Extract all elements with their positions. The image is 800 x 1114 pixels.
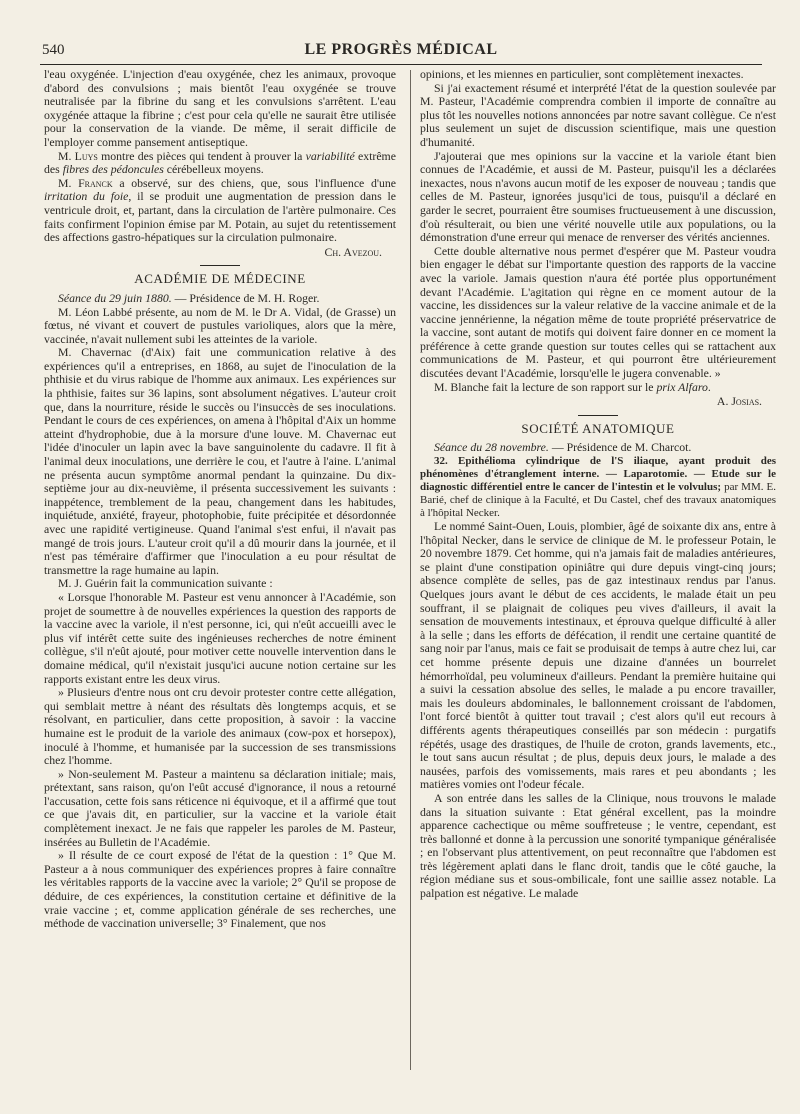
paragraph: l'eau oxygénée. L'injection d'eau oxygénée, chez les animaux, provoque d'abord des convulsions ; mais bientôt l'eau oxygénée se trouve neutralisée par la fibrine du sang et les convulsions s'arrêtent. L'eau oxygénée attaque la fibrine ; c'est pour cela qu'elle ne saurait être utilisée pour la conservation de la viande. De même, il serait difficile de l'employer comme pansement antiseptique. xyxy=(44,67,396,149)
paragraph: M. Léon Labbé présente, au nom de M. le Dr A. Vidal, (de Grasse) un fœtus, né vivant et couvert de pustules varioliques, alors que la mère, vaccinée, n'avait nullement subi les atteintes de la variole. xyxy=(44,304,396,346)
paragraph: A son entrée dans les salles de la Clinique, nous trouvons le malade dans la situation suivante : Etat général excellent, pas la moindre apparence cachectique ou même souffreteuse ; le ventre, cependant, est très ballonné et donne à la percussion une sonorité tympanique généralisée ; en l'observant plus attentivement, on peut reconnaître que l'abdomen est très légèrement aplati dans le flanc droit, tandis que le côté gauche, la région médiane sus et sous-ombilicale, font une saillie assez notable. La palpation est négative. Le malade xyxy=(420,790,776,901)
paragraph: Le nommé Saint-Ouen, Louis, plombier, âgé de soixante dix ans, entre à l'hôpital Necker, dans le service de clinique de M. le professeur Potain, le 20 novembre 1879. Cet homme, qui n'a jamais fait de maladies antérieures, se plaint d'une constipation opiniâtre qui dure depuis vingt-cinq jours; absence complète de selles, pas de gaz intestinaux rendus par l'anus. Quelques jours avant le début de ces accidents, le malade était un peu souffrant, il se plaignait de coliques peu vives d'ailleurs, il avait la sensation de mouvements intestinaux, et éprouva quelque difficulté à aller à la selle ; dans les efforts de défécation, il rendit une certaine quantité de sang noir par l'anus, mais ce fait se produisait de temps à autre chez lui, car cet homme présente depuis une dizaine d'années un bourrelet hémorrhoïdal, peu volumineux d'ailleurs. Pendant la première huitaine qui a suivi la cessation absolue des selles, le malade a pu encore travailler, mais les douleurs abdominales, le ballonnement croissant de l'abdomen, l'ont forcé bientôt à quitter tout travail ; c'est alors qu'il eut recours à différents agents thérapeutiques conseillés par son médecin : purgatifs répétés, usage des drastiques, de l'huile de croton, grands lavements, etc., le tout sans aucun résultat ; de plus, depuis deux jours, le malade a des nausées, parfois des vomissements, mais rares et peu abondants ; les matières vomies ont l'odeur fécale. xyxy=(420,519,776,792)
paragraph: M. Blanche fait la lecture de son rapport sur le prix Alfaro. xyxy=(434,379,711,394)
case-title: 32. Epithélioma cylindrique de l'S iliaque, ayant produit des phénomènes d'étranglement interne. — Laparotomie. — Etude sur le diagnostic différentiel entre le cancer de l'intestin et le volvulus; par MM. E. Barié, chef de clinique à la Faculté, et Du Castel, chef des travaux anatomiques à l'hôpital Necker. xyxy=(420,455,776,520)
page-number: 540 xyxy=(42,42,65,58)
session-line: Séance du 28 novembre. — Présidence de M. Charcot. xyxy=(434,440,692,455)
paragraph: M. Luys montre des pièces qui tendent à prouver la variabilité extrême des fibres des pédoncules cérébelleux moyens. xyxy=(44,148,396,177)
page-header xyxy=(40,40,762,65)
paragraph: Si j'ai exactement résumé et interprété l'état de la question soulevée par M. Pasteur, l'Académie comprendra combien il importe de connaître au plus tôt les nouvelles notions annoncées par notre savant collègue. Ce n'est plus seulement un sujet de discussion scientifique, mais une question d'humanité. xyxy=(420,80,776,149)
paragraph: » Il résulte de ce court exposé de l'état de la question : 1° Que M. Pasteur a à nous communiquer des expériences propres à faire connaître les véritables rapports de la vaccine avec la variole; 2° Qu'il se propose de déduire, de ces expériences, la constitution certaine et définitive de la vraie vaccine ; et, comme application générale de ses recherches, une méthode de vaccination universelle; 3° Finalement, que nos xyxy=(44,848,396,931)
section-rule xyxy=(578,415,618,416)
paragraph: M. Chavernac (d'Aix) fait une communication relative à des expériences qu'il a entreprises, en 1868, au sujet de l'inoculation de la phthisie et du virus rabique de l'homme aux animaux. Les expériences sur la phthisie, faites sur 36 lapins, sont absolument négatives. L'auteur croit que, dans la nourriture, réside le succès ou l'insuccès de ses inoculations. Pendant le cours de ces expériences, on amena à l'hôpital d'Aix un homme atteint d'hydrophobie, due à la morsure d'une louve. M. Chavernac eut l'idée d'inoculer un lapin avec la bave sanguinolente du cadavre. Il fit à l'animal deux inoculations, une derrière le cou, et l'autre à l'aine. L'animal ne présenta aucun symptôme anormal pendant la quinzaine. Du dix-septième jour au dix-neuvième, il présenta successivement les suivants : inappétence, tremblement de la peau, changement dans les habitudes, inquiétude, anxiété, frayeur, photophobie, fuite précipitée et désordonnée avec une rapidité vertigineuse. Quand l'animal s'est enfui, il n'avait pas mangé de trois jours. L'auteur croit qu'il a dû mourir dans la journée, et il n'est pas téméraire d'affirmer que l'inoculation a eu pour résultat de transmettre la rage humaine au lapin. xyxy=(44,345,396,577)
column-divider xyxy=(410,70,411,1070)
paragraph: » Non-seulement M. Pasteur a maintenu sa déclaration initiale; mais, prétextant, sans raison, qu'on l'eût accusé d'ignorance, il nous a retourné l'accusation, cette fois sans réticence ni équivoque, et il a affirmé que tout ce que j'avais dit, en particulier, sur la vaccine et la variole était complètement inexact. Je ne fais que rappeler les paroles de M. Pasteur, insérées au Bulletin de l'Académie. xyxy=(44,766,396,849)
left-column xyxy=(44,68,396,931)
author-signature: A. Josias. xyxy=(716,394,762,409)
section-heading: ACADÉMIE DE MÉDECINE xyxy=(134,271,306,287)
paragraph: « Lorsque l'honorable M. Pasteur est venu annoncer à l'Académie, son projet de soumettre à de nouvelles expériences la question des rapports de la vaccine avec la variole, il n'est personne, ici, qui n'eût accueilli avec le plus vif intérêt cette suite des ingénieuses recherches de notre éminent collègue, s'il n'eût ajouté, pour motiver cette nouvelle intervention dans le domaine médical, qu'il n'existait jusqu'ici aucune notion certaine sur les rapports existant entre les deux virus. xyxy=(44,589,396,686)
author-signature: Ch. Avezou. xyxy=(324,244,382,259)
section-rule xyxy=(200,265,240,266)
paragraph: J'ajouterai que mes opinions sur la vaccine et la variole étant bien connues de l'Académie, et aussi de M. Pasteur, puisqu'il les a déclarées inexactes, nous n'avons aucun motif de les exposer de nouveau ; tandis que celles de M. Pasteur, ignorées jusqu'ici de tous, puisqu'il a déclaré en garder le secret, pourraient être soumises fructueusement à une discussion, d'où résulterait, ou bien une vérité nouvelle utile aux populations, ou la démonstration d'une erreur qui menace de renverser des vérités anciennes. xyxy=(420,148,776,245)
session-line: Séance du 29 juin 1880. — Présidence de M. H. Roger. xyxy=(58,290,320,305)
paragraph: M. Franck a observé, sur des chiens, que, sous l'influence d'une irritation du foie, il se produit une augmentation de pression dans le ventricule droit, et, partant, dans la circulation de l'artère pulmonaire. Ces faits confirment l'opinion émise par M. Potain, au sujet du retentissement des affections gastro-hépatiques sur la circulation pulmonaire. xyxy=(44,175,397,245)
paragraph: M. J. Guérin fait la communication suivante : xyxy=(58,576,273,591)
paragraph: Cette double alternative nous permet d'espérer que M. Pasteur voudra bien engager le débat sur l'importante question des rapports de la vaccine avec la variole. Jamais question n'aura été portée plus opportunément devant l'Académie. L'agitation qui règne en ce moment autour de la vaccine, les dissidences sur la valeur relative de la vaccine animale et de la vaccine jennérienne, la négation même de toute propriété préservatrice de la vaccine, sont autant de motifs qui doivent faire donner en ce moment la préférence à cette grande question sur toutes celles qui se rattachent aux communications de M. Pasteur, et qui pourront être ultérieurement discutées devant l'Académie, lorsqu'elle le jugera convenable. » xyxy=(420,243,776,381)
paragraph: » Plusieurs d'entre nous ont cru devoir protester contre cette allégation, qui semblait mettre à néant des résultats dès longtemps acquis, et se résolvant, en particulier, dans cette proposition, à savoir : la vaccine humaine est le produit de la variole des animaux (cow-pox et horsepox), inoculé à l'homme, et humanisée par la succession de ses transmissions chez l'homme. xyxy=(44,685,396,768)
running-title: LE PROGRÈS MÉDICAL xyxy=(304,41,498,58)
right-column xyxy=(420,68,776,901)
section-heading: SOCIÉTÉ ANATOMIQUE xyxy=(521,420,675,436)
paragraph: opinions, et les miennes en particulier, sont complètement inexactes. xyxy=(420,67,744,81)
